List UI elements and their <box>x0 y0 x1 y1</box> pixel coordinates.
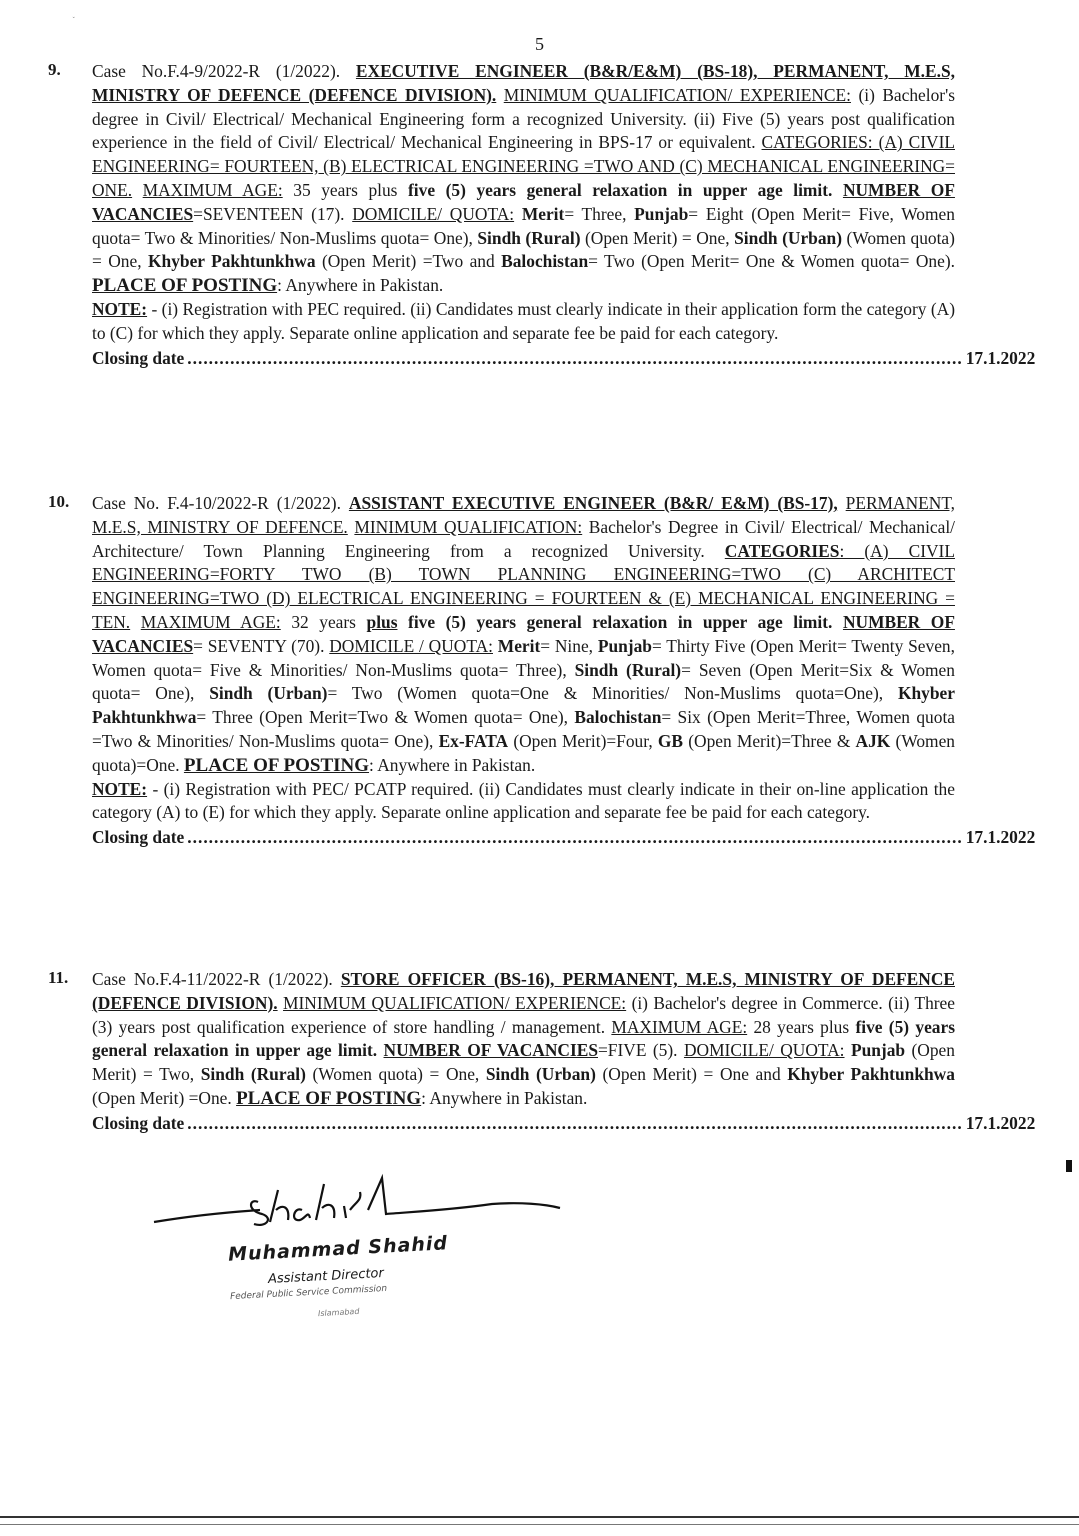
case-11 <box>40 968 1036 1136</box>
qualification-text: (i) Bachelor's degree in Civil/ Electrical/ Mechanical Engineering form a recognized University. (ii) Five (5) years post qualification experience in the field of Civil/ Electrical/ Mechanical Engineering in BPS-17 or equivalent. <box>92 84 955 153</box>
vacancies-text: = SEVENTY (70). <box>193 635 325 656</box>
leader-dots: ................................................................................................................................................. <box>187 1112 963 1133</box>
qualification-text: Bachelor's Degree in Civil/ Electrical/ Mechanical/ Architecture/ Town Planning Engineering from a recognized University. <box>92 516 956 561</box>
quota-region: Punjab <box>634 203 689 224</box>
case-9 <box>40 60 1036 370</box>
max-age-text: 35 years plus <box>293 179 398 200</box>
post-title-cont: PERMANENT, M.E.S, MINISTRY OF DEFENCE. <box>92 493 955 537</box>
signatory-city: Islamabad <box>317 1306 360 1319</box>
signatory-name: Muhammad Shahid <box>227 1232 449 1266</box>
domicile-label: DOMICILE/ QUOTA: <box>352 203 515 224</box>
quota-region: Sindh (Urban) <box>209 683 328 704</box>
case-10 <box>40 492 1036 850</box>
page-number: 5 <box>535 34 544 54</box>
scan-mark: ˯ <box>72 8 76 19</box>
closing-date-line <box>92 1112 1036 1136</box>
vacancies-text: =FIVE (5). <box>598 1040 678 1061</box>
handwritten-signature <box>150 1170 570 1240</box>
quota-detail: (Open Merit) = One, <box>585 227 730 248</box>
vacancies-label: NUMBER OF VACANCIES <box>92 179 955 224</box>
quota-detail: (Open Merit)=Three & <box>688 730 851 751</box>
footer-rule <box>0 1516 1079 1525</box>
vacancies-text: =SEVENTEEN (17). <box>193 203 345 224</box>
closing-date-label: Closing date <box>92 347 185 368</box>
quota-region: GB <box>657 730 684 751</box>
quota-detail: = Three (Open Merit=Two & Women quota= One), <box>196 707 569 728</box>
case-ref: Case No. F.4-10/2022-R (1/2022). <box>92 493 341 513</box>
age-relaxation: five (5) years general relaxation in upper age limit. <box>408 179 833 200</box>
case-number: 10. <box>48 492 70 511</box>
post-title: STORE OFFICER (BS-16), PERMANENT, M.E.S, MINISTRY OF DEFENCE (DEFENCE DIVISION). <box>92 969 955 1013</box>
qualification-text: (i) Bachelor's degree in Commerce. (ii) Three (3) years post qualification experience of store handling / management. <box>92 992 955 1037</box>
note-text: - (i) Registration with PEC/ PCATP required. (ii) Candidates must clearly indicate in their on-line application the category (A) to (E) for which they apply. Separate online application and separate fee be paid for each category. <box>92 778 955 823</box>
posting-text: : Anywhere in Pakistan. <box>421 1087 588 1108</box>
post-title: ASSISTANT EXECUTIVE ENGINEER (B&R/ E&M) (BS-17), <box>348 493 838 513</box>
quota-region: Punjab <box>850 1040 906 1061</box>
quota-detail: = Six (Open Merit=Three, Women quota =Two & Minorities/ Non-Muslims quota= One), <box>92 707 955 751</box>
quota-detail: = Two (Open Merit= One & Women quota= One). <box>588 251 955 272</box>
quota-region: Sindh (Urban) <box>734 227 843 248</box>
max-age-text: 28 years plus <box>753 1016 850 1037</box>
quota-detail: (Women quota) = One, <box>312 1064 480 1085</box>
max-age-label: MAXIMUM AGE: <box>140 611 281 632</box>
domicile-label: DOMICILE / QUOTA: <box>329 635 493 656</box>
posting-label: PLACE OF POSTING <box>92 275 278 297</box>
quota-region: Balochistan <box>574 707 662 728</box>
case-number: 9. <box>48 60 61 79</box>
leader-dots: ................................................................................................................................................. <box>187 347 963 368</box>
age-relaxation: five (5) years general relaxation in upper age limit. <box>408 611 833 632</box>
quota-detail: = Thirty Five (Open Merit= Twenty Seven, Women quota= Five & Minorities/ Non-Muslims quota= Three), <box>92 635 955 680</box>
case-body <box>92 60 1036 370</box>
closing-date: 17.1.2022 <box>965 1112 1036 1133</box>
age-relaxation: five (5) years general relaxation in upper age limit. <box>92 1016 955 1061</box>
qualification-label: MINIMUM QUALIFICATION/ EXPERIENCE: <box>503 84 851 105</box>
closing-date-label: Closing date <box>92 827 185 848</box>
case-ref: Case No.F.4-9/2022-R (1/2022). <box>92 61 341 81</box>
quota-region: Sindh (Rural) <box>200 1064 306 1085</box>
closing-date-line <box>92 347 1036 371</box>
categories-text: : (A) CIVIL ENGINEERING=FORTY TWO (B) TOWN PLANNING ENGINEERING=TWO (C) ARCHITECT ENGINEERING=TWO (D) ELECTRICAL ENGINEERING = FOURTEEN & (E) MECHANICAL ENGINEERING = TEN. <box>92 540 955 632</box>
note <box>92 778 955 826</box>
posting-label: PLACE OF POSTING <box>183 754 370 776</box>
quota-region: Sindh (Rural) <box>574 659 682 680</box>
max-age-text: 32 years <box>291 611 356 632</box>
quota-detail: = Eight (Open Merit= Five, Women quota= Two & Minorities/ Non-Muslims quota= One), <box>92 203 955 248</box>
posting-text: : Anywhere in Pakistan. <box>369 754 536 775</box>
quota-detail: (Open Merit) = One and <box>602 1064 781 1085</box>
closing-date: 17.1.2022 <box>965 347 1036 368</box>
quota-detail: (Open Merit) = Two, <box>92 1040 955 1085</box>
quota-detail: = Nine, <box>540 635 594 656</box>
quota-detail: (Open Merit) =One. <box>92 1087 232 1108</box>
categories-label: CATEGORIES <box>724 540 840 561</box>
quota-region: Balochistan <box>501 251 589 272</box>
quota-detail: = Seven (Open Merit=Six & Women quota= One), <box>92 659 955 704</box>
posting-text: : Anywhere in Pakistan. <box>277 275 444 296</box>
post-title: EXECUTIVE ENGINEER (B&R/E&M) (BS-18), PERMANENT, M.E.S, MINISTRY OF DEFENCE (DEFENCE DIVISION). <box>92 61 955 105</box>
closing-date: 17.1.2022 <box>965 827 1036 848</box>
domicile-label: DOMICILE/ QUOTA: <box>683 1040 845 1061</box>
quota-region: Khyber Pakhtunkhwa <box>787 1064 955 1085</box>
plus-word: plus <box>366 611 398 632</box>
categories-text: CATEGORIES: (A) CIVIL ENGINEERING= FOURTEEN, (B) ELECTRICAL ENGINEERING =TWO AND (C) MECHANICAL ENGINEERING= ONE. <box>92 132 955 200</box>
case-ref: Case No.F.4-11/2022-R (1/2022). <box>92 969 333 989</box>
note-label: NOTE: <box>92 298 148 319</box>
quota-region: Merit <box>497 635 541 656</box>
note-label: NOTE: <box>92 778 148 799</box>
quota-detail: (Women quota) = One, <box>92 227 955 272</box>
closing-date-label: Closing date <box>92 1112 185 1133</box>
note-text: - (i) Registration with PEC required. (ii) Candidates must clearly indicate in their application form the category (A) to (C) for which they apply. Separate online application and separate fee be paid for each category. <box>92 298 955 343</box>
case-body <box>92 968 1036 1136</box>
quota-region: Merit <box>521 203 565 224</box>
quota-detail: = Three, <box>564 203 627 224</box>
max-age-label: MAXIMUM AGE: <box>611 1016 748 1037</box>
quota-region: Sindh (Rural) <box>477 227 581 248</box>
qualification-label: MINIMUM QUALIFICATION: <box>354 516 583 537</box>
signatory-organisation: Federal Public Service Commission <box>229 1283 388 1303</box>
quota-region: AJK <box>855 730 891 751</box>
max-age-label: MAXIMUM AGE: <box>142 179 283 200</box>
note <box>92 298 955 346</box>
qualification-label: MINIMUM QUALIFICATION/ EXPERIENCE: <box>283 992 627 1013</box>
scan-edge-mark <box>1066 1160 1072 1172</box>
quota-detail: (Women quota)=One. <box>92 730 955 775</box>
case-number: 11. <box>48 968 69 987</box>
case-body <box>92 492 1036 850</box>
leader-dots: ................................................................................................................................................. <box>187 827 963 848</box>
quota-region: Khyber Pakhtunkhwa <box>148 251 316 272</box>
closing-date-line <box>92 826 1036 850</box>
quota-detail: = Two (Women quota=One & Minorities/ Non-Muslims quota=One), <box>327 683 884 704</box>
posting-label: PLACE OF POSTING <box>236 1087 422 1109</box>
quota-region: Punjab <box>597 635 652 656</box>
quota-detail: (Open Merit) =Two and <box>321 251 495 272</box>
quota-region: Khyber Pakhtunkhwa <box>92 683 955 728</box>
vacancies-label: NUMBER OF VACANCIES <box>383 1040 598 1061</box>
vacancies-label: NUMBER OF VACANCIES <box>92 611 955 656</box>
quota-detail: (Open Merit)=Four, <box>513 730 653 751</box>
signatory-title: Assistant Director <box>267 1265 385 1288</box>
quota-region: Sindh (Urban) <box>485 1064 596 1085</box>
quota-region: Ex-FATA <box>438 730 509 751</box>
signature-block <box>150 1170 570 1330</box>
